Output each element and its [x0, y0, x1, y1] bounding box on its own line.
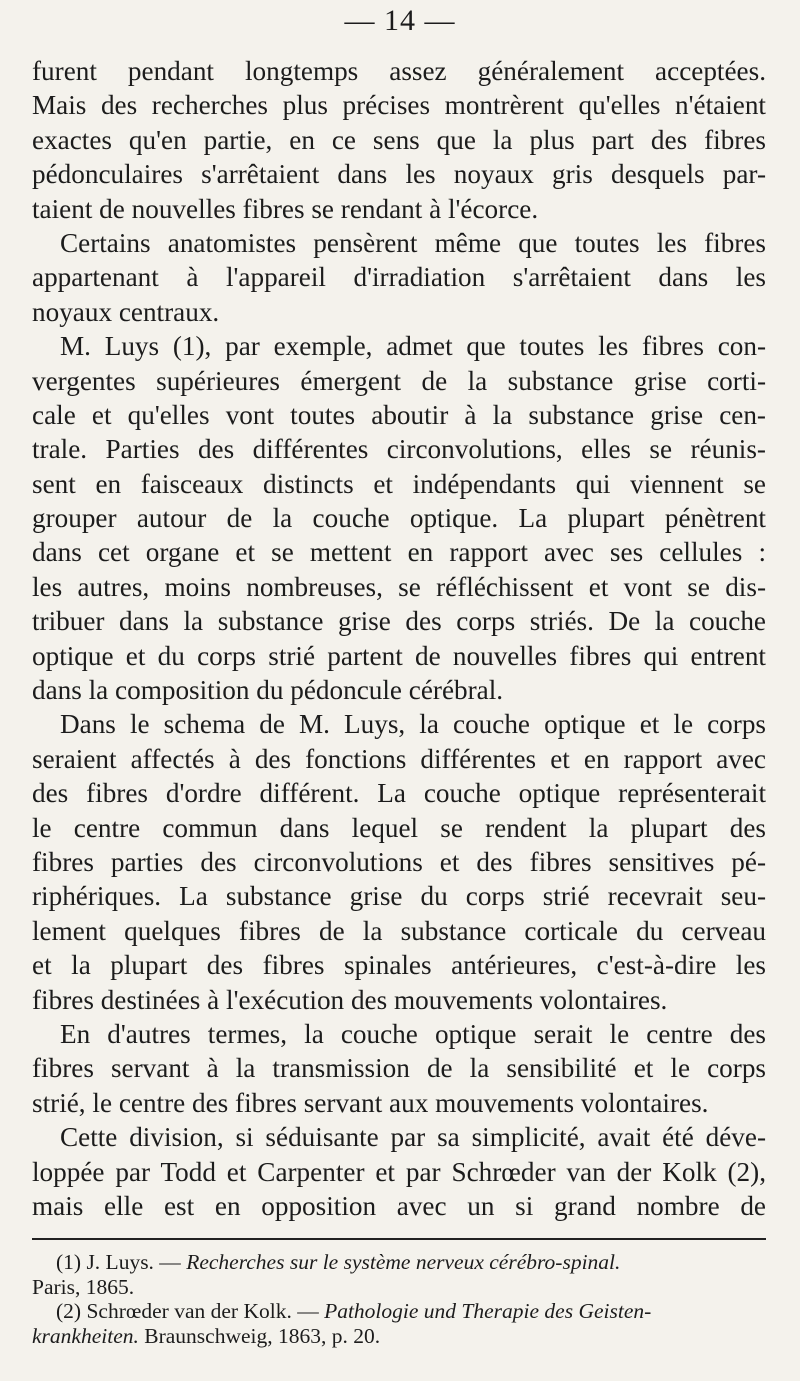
- text-line: le centre commun dans lequel se rendent la plupart des: [32, 812, 766, 843]
- text-line: En d'autres termes, la couche optique serait le centre des: [60, 1018, 766, 1049]
- body-text: [32, 54, 766, 1223]
- text-line: M. Luys (1), par exemple, admet que toutes les fibres con-: [60, 331, 766, 362]
- text-line: seraient affectés à des fonctions différentes et en rapport avec: [32, 743, 766, 774]
- text-line: lement quelques fibres de la substance corticale du cerveau: [32, 915, 766, 946]
- text-line: sent en faisceaux distincts et indépendants qui viennent se: [32, 468, 766, 499]
- text-line: mais elle est en opposition avec un si grand nombre de: [32, 1190, 766, 1221]
- page-number: — 14 —: [344, 4, 456, 37]
- footnotes: [32, 1250, 766, 1348]
- text-line: grouper autour de la couche optique. La plupart pénètrent: [32, 503, 766, 534]
- text-line: fibres parties des circonvolutions et des fibres sensitives pé-: [32, 846, 766, 877]
- text-line: fibres servant à la transmission de la sensibilité et le corps: [32, 1053, 766, 1084]
- text-line: tribuer dans la substance grise des corps striés. De la couche: [32, 606, 766, 637]
- text-line: pédonculaires s'arrêtaient dans les noyaux gris desquels par-: [32, 159, 766, 190]
- footnote-1: [32, 1250, 766, 1275]
- text-line: noyaux centraux.: [32, 296, 220, 327]
- text-line: appartenant à l'appareil d'irradiation s'arrêtaient dans les: [32, 262, 766, 293]
- text-line: des fibres d'ordre différent. La couche optique représenterait: [32, 778, 766, 809]
- text-line: Dans le schema de M. Luys, la couche optique et le corps: [60, 709, 766, 740]
- text-line: strié, le centre des fibres servant aux mouvements volontaires.: [32, 1087, 709, 1118]
- text-line: Certains anatomistes pensèrent même que toutes les fibres: [60, 227, 766, 258]
- text-line: trale. Parties des différentes circonvolutions, elles se réunis-: [32, 434, 766, 465]
- text-line: taient de nouvelles fibres se rendant à l'écorce.: [32, 193, 539, 224]
- text-line: furent pendant longtemps assez généralement acceptées.: [32, 56, 766, 86]
- footnote-1-continuation: Paris, 1865.: [32, 1274, 135, 1299]
- text-line: loppée par Todd et Carpenter et par Schrœder van der Kolk (2),: [32, 1156, 766, 1187]
- footnote-2-title: Pathologie und Therapie des Geisten-: [324, 1299, 652, 1323]
- footnote-1-lead: (1) J. Luys. —: [56, 1250, 187, 1274]
- text-line: exactes qu'en partie, en ce sens que la plus part des fibres: [32, 124, 766, 155]
- text-line: optique et du corps strié partent de nouvelles fibres qui entrent: [32, 640, 766, 671]
- footnote-2: [32, 1299, 766, 1324]
- text-line: vergentes supérieures émergent de la substance grise corti-: [32, 365, 766, 396]
- footnote-2-continuation: [32, 1324, 766, 1349]
- footnote-2-imprint: Braunschweig, 1863, p. 20.: [138, 1323, 381, 1348]
- text-line: Cette division, si séduisante par sa simplicité, avait été déve-: [60, 1122, 766, 1153]
- text-line: cale et qu'elles vont toutes aboutir à la substance grise cen-: [32, 399, 766, 430]
- text-line: et la plupart des fibres spinales antérieures, c'est-à-dire les: [32, 950, 766, 981]
- text-line: dans cet organe et se mettent en rapport avec ses cellules :: [32, 537, 766, 568]
- text-line: riphériques. La substance grise du corps strié recevrait seu-: [32, 881, 766, 912]
- footnote-rule: [32, 1238, 766, 1240]
- text-line: fibres destinées à l'exécution des mouvements volontaires.: [32, 984, 668, 1015]
- footnote-2-lead: (2) Schrœder van der Kolk. —: [56, 1299, 325, 1323]
- text-line: les autres, moins nombreuses, se réfléchissent et vont se dis-: [32, 571, 766, 602]
- footnote-1-title: Recherches sur le système nerveux cérébro-spinal.: [186, 1250, 621, 1274]
- footnote-2-title-end: krankheiten.: [32, 1323, 139, 1348]
- text-line: Mais des recherches plus précises montrèrent qu'elles n'étaient: [32, 90, 766, 121]
- text-line: dans la composition du pédoncule cérébral.: [32, 675, 504, 706]
